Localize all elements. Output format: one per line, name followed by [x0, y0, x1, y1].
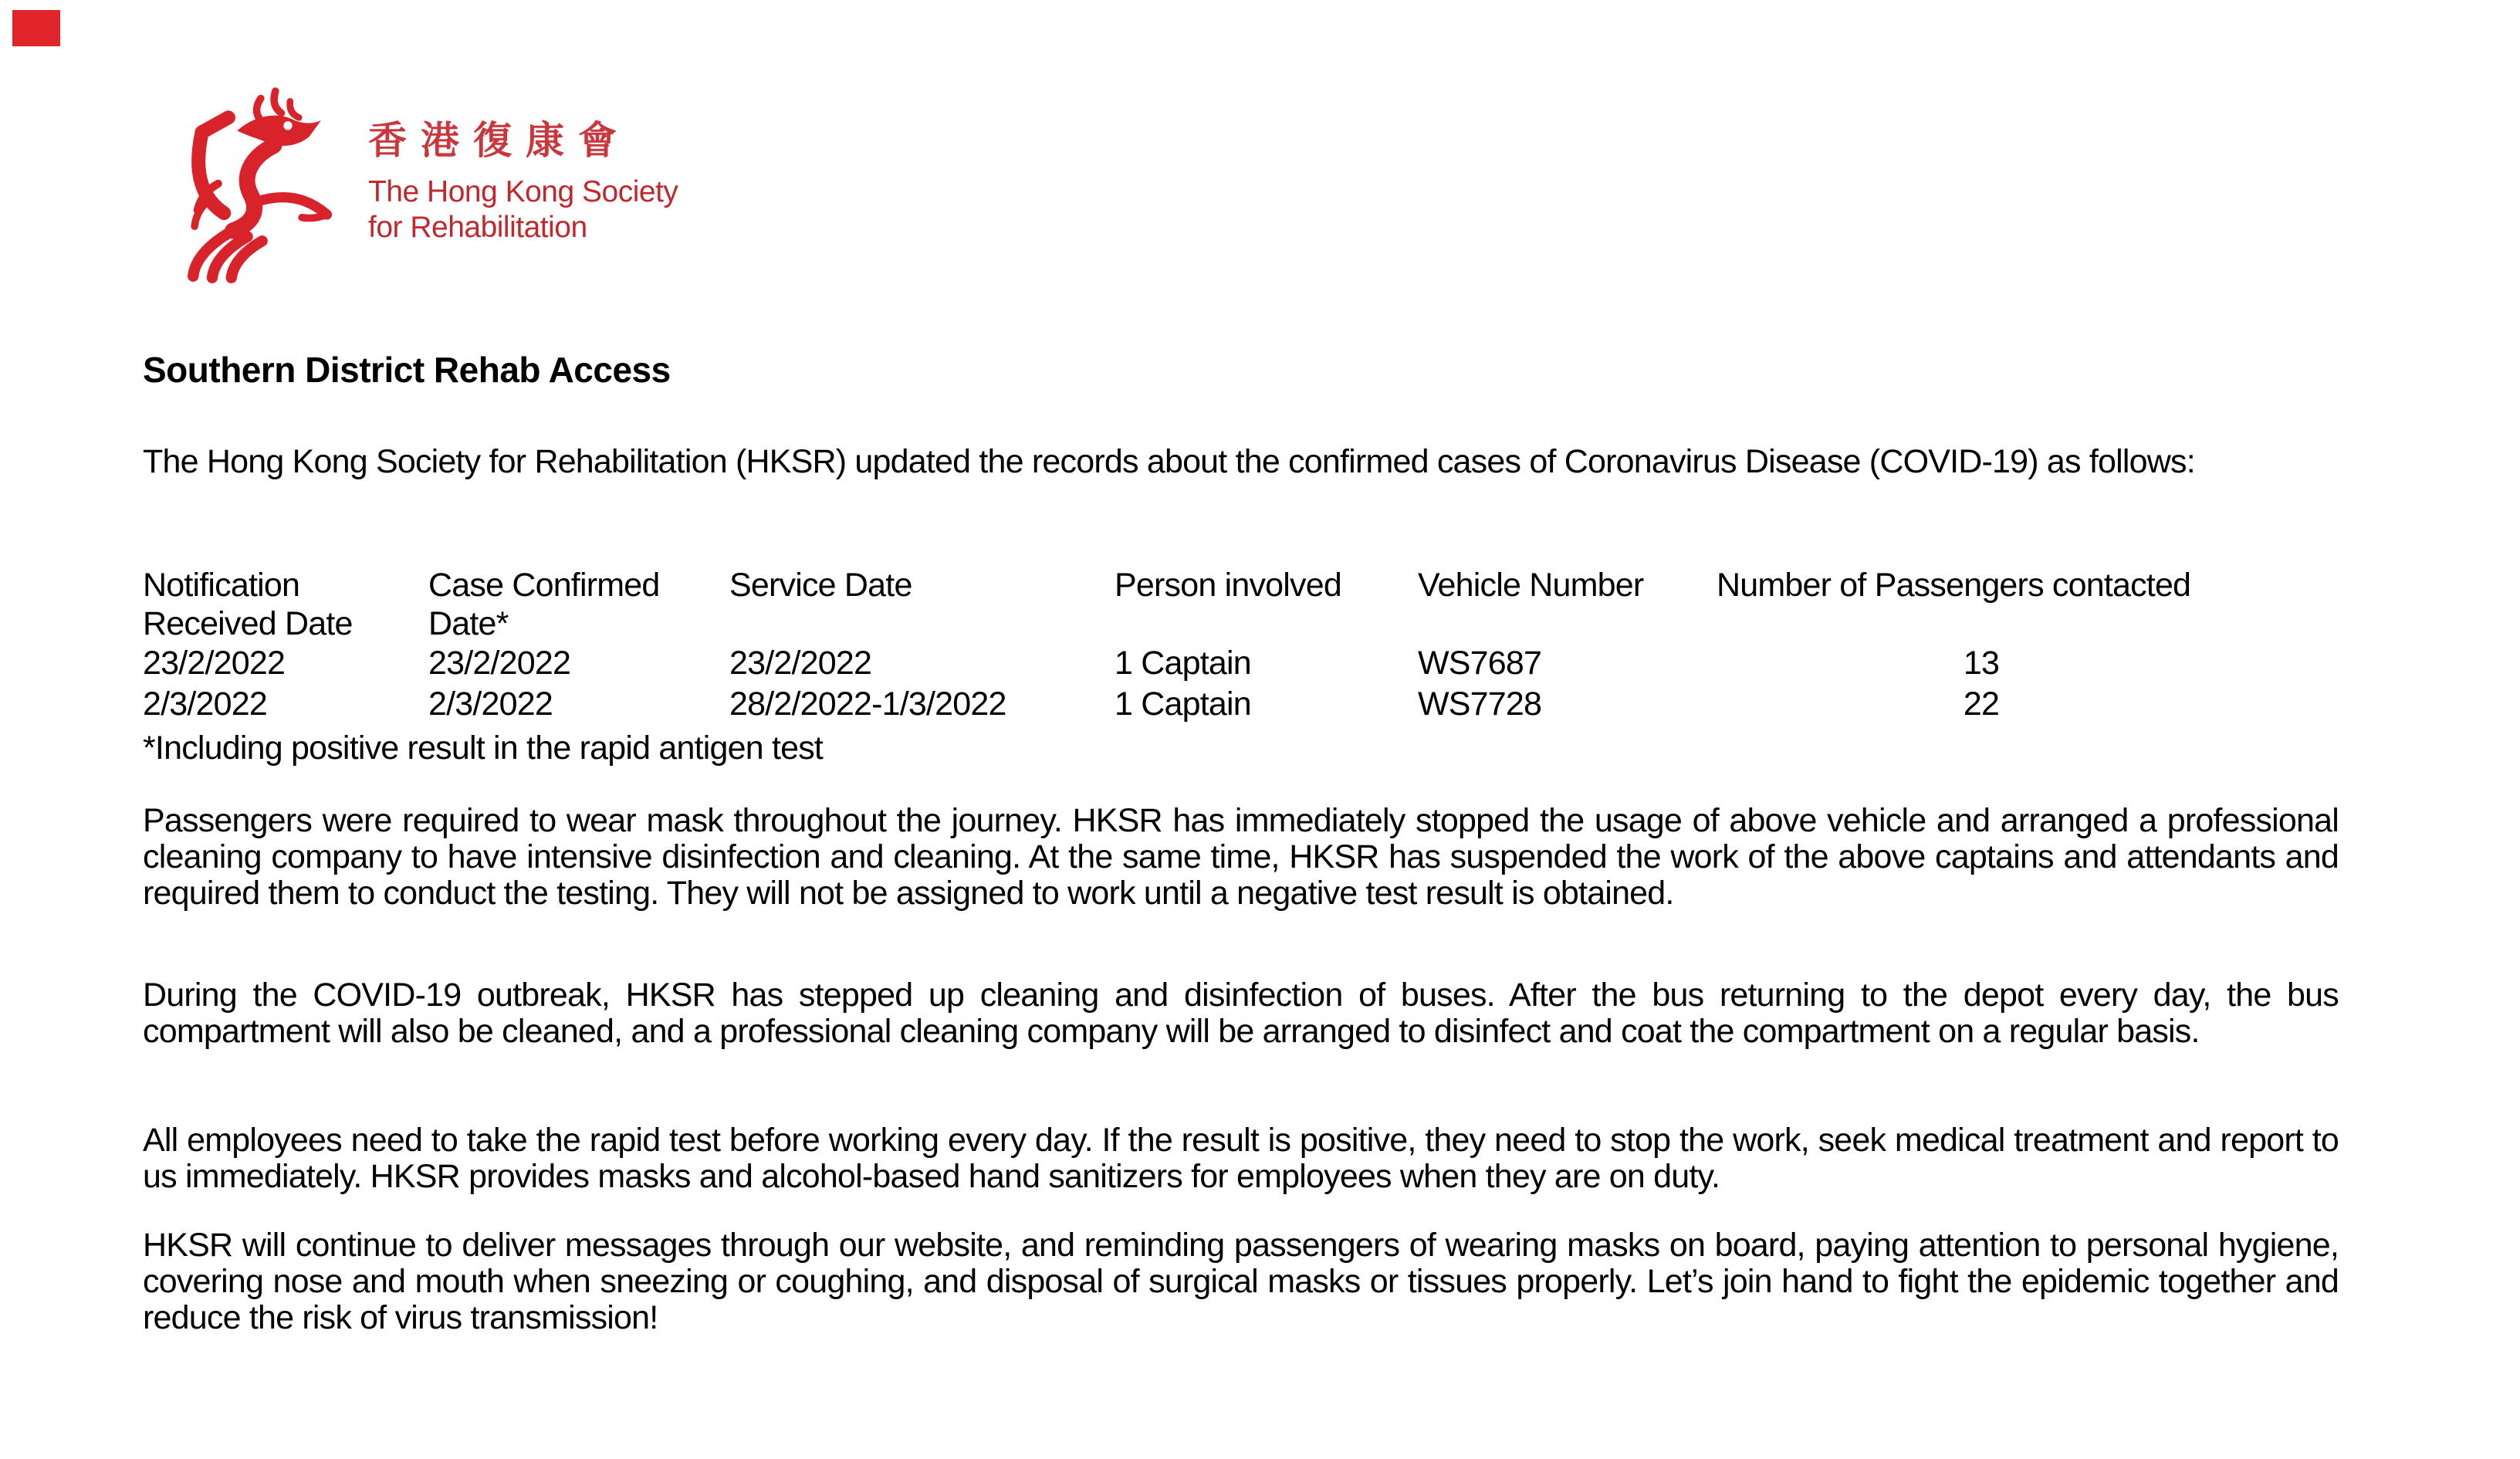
cell-notification-date: 2/3/2022	[143, 685, 267, 723]
body-paragraph-3: All employees need to take the rapid test before working every day. If the result is positive, they need to stop the work, seek medical treatment and report to us immediately. HKSR provides masks and alcohol-based hand sanitizers for employees when they are on duty.	[143, 1122, 2339, 1195]
cell-vehicle-number: WS7728	[1418, 685, 1542, 723]
logo-chinese-name: 香港復康會	[368, 118, 631, 163]
cell-notification-date: 23/2/2022	[143, 645, 286, 682]
cell-vehicle-number: WS7687	[1418, 645, 1542, 682]
cell-passengers-contacted: 13	[1963, 645, 2000, 682]
header-service-date: Service Date	[729, 567, 912, 604]
page-title: Southern District Rehab Access	[143, 350, 671, 390]
body-paragraph-2: During the COVID-19 outbreak, HKSR has stepped up cleaning and disinfection of buses. After the bus returning to the depot every day, the bus compartment will also be cleaned, and a professional cleaning company will be arranged to disinfect and coat the compartment on a regular basis.	[143, 977, 2339, 1050]
logo-english-line2: for Rehabilitation	[368, 211, 587, 244]
cell-confirmed-date: 23/2/2022	[428, 645, 571, 682]
header-passengers-contacted: Number of Passengers contacted	[1717, 567, 2191, 604]
table-row	[143, 643, 2339, 684]
body-paragraph-1: Passengers were required to wear mask throughout the journey. HKSR has immediately stopped the usage of above vehicle and arranged a professional cleaning company to have intensive disinfection and cleaning. At the same time, HKSR has suspended the work of the above captains and attendants and required them to conduct the testing. They will not be assigned to work until a negative test result is obtained.	[143, 802, 2339, 912]
cell-person-involved: 1 Captain	[1115, 645, 1251, 682]
cell-service-date: 28/2/2022-1/3/2022	[729, 685, 1006, 723]
cases-table	[143, 566, 2339, 767]
table-body	[143, 643, 2339, 725]
table-footnote: *Including positive result in the rapid antigen test	[143, 730, 824, 767]
header-case-confirmed-date: Case Confirmed Date*	[428, 567, 660, 642]
header-person-involved: Person involved	[1115, 567, 1341, 604]
cell-passengers-contacted: 22	[1963, 685, 2000, 723]
header-notification-received-date: Notification Received Date	[143, 567, 353, 642]
phoenix-icon	[151, 82, 334, 284]
header-vehicle-number: Vehicle Number	[1418, 567, 1644, 604]
hksr-logo	[151, 77, 737, 293]
logo-english-line1: The Hong Kong Society	[368, 175, 678, 208]
intro-paragraph: The Hong Kong Society for Rehabilitation (HKSR) updated the records about the confirmed cases of Coronavirus Disease (COVID-19) as follows:	[143, 443, 2195, 480]
table-row	[143, 684, 2339, 725]
logo-english-name	[368, 174, 678, 245]
cell-confirmed-date: 2/3/2022	[428, 685, 553, 723]
logo-text-block	[368, 110, 678, 245]
body-paragraph-4: HKSR will continue to deliver messages through our website, and reminding passengers of wearing masks on board, paying attention to personal hygiene, covering nose and mouth when sneezing or coughing, and disposal of surgical masks or tissues properly. Let’s join hand to fight the epidemic together and reduce the risk of virus transmission!	[143, 1227, 2339, 1336]
table-header-row	[143, 566, 2339, 643]
page-corner-mark	[12, 10, 60, 46]
cell-person-involved: 1 Captain	[1115, 685, 1251, 723]
cell-service-date: 23/2/2022	[729, 645, 872, 682]
